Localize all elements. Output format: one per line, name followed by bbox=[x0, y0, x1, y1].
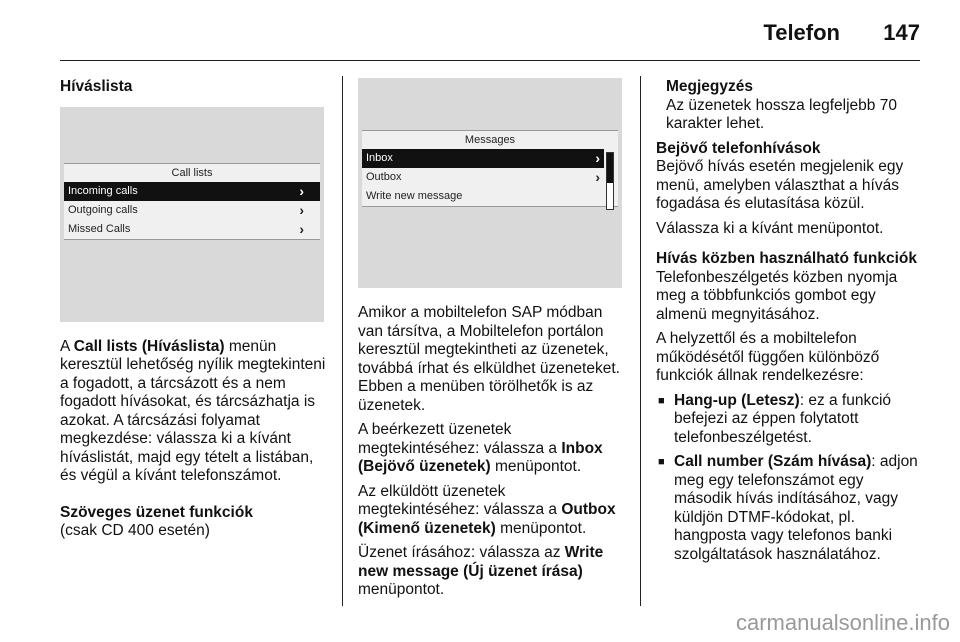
note-heading: Megjegyzés bbox=[666, 78, 754, 95]
bold-term: Write new message (Új üzenet írása) bbox=[358, 544, 604, 580]
list-item bbox=[656, 453, 918, 564]
screen-scrollbar bbox=[606, 152, 614, 210]
page-title: Telefon bbox=[763, 20, 840, 45]
screen-menu-item-label: Incoming calls bbox=[68, 184, 138, 197]
text: : adjon meg egy telefonszámot egy második hívás indításához, vagy küldjön DTMF-kódokat, pl. hangposta vagy telefonos banki szolgáltatások használatához. bbox=[674, 453, 918, 563]
screen-menu-item bbox=[362, 187, 604, 206]
page-number: 147 bbox=[883, 20, 920, 45]
text: Üzenet írásához: válassza az bbox=[358, 544, 565, 561]
list-item bbox=[656, 392, 918, 448]
function-list bbox=[656, 392, 918, 565]
call-lists-screen-image bbox=[60, 107, 324, 322]
paragraph: A helyzettől és a mobiltelefon működésétől függően különböző funkciók állnak rendelkezésre: bbox=[656, 330, 880, 384]
paragraph: Bejövő hívás esetén megjelenik egy menü, amelyben választhat a hívás fogadása és elutasítása közül. bbox=[656, 158, 904, 212]
screen-menu-item bbox=[362, 149, 604, 168]
chevron-right-icon: › bbox=[299, 182, 304, 199]
screen-menu-item bbox=[64, 220, 320, 239]
paragraph: Válassza ki a kívánt menüpontot. bbox=[656, 219, 884, 237]
text: menüpontot. bbox=[495, 519, 587, 537]
header-rule bbox=[60, 60, 920, 61]
scrollbar-thumb bbox=[607, 153, 613, 183]
bold-term: Outbox (Kimenő üzenetek) bbox=[358, 501, 616, 537]
paragraph bbox=[60, 338, 328, 486]
bold-term: Call lists (Híváslista) bbox=[73, 337, 225, 355]
bold-term: Inbox (Bejövő üzenetek) bbox=[358, 439, 603, 475]
note-text: Az üzenetek hossza legfeljebb 70 karakter lehet. bbox=[666, 96, 897, 132]
screen-menu-item bbox=[64, 201, 320, 220]
note-box bbox=[656, 78, 918, 134]
page-header bbox=[0, 0, 960, 60]
text: menüpontot. bbox=[490, 458, 582, 475]
bold-term: Hang-up (Letesz) bbox=[674, 391, 800, 409]
screen-menu-item bbox=[362, 168, 604, 187]
screen-menu-item-label: Missed Calls bbox=[68, 222, 131, 235]
column-1 bbox=[60, 78, 328, 547]
call-lists-panel bbox=[64, 163, 320, 240]
paragraph: Telefonbeszélgetés közben nyomja meg a többfunkciós gombot egy almenü megnyitásához. bbox=[656, 268, 898, 323]
text: : ez a funkció befejezi az éppen folytatott telefonbeszélgetést. bbox=[674, 391, 892, 446]
chevron-right-icon: › bbox=[299, 220, 304, 237]
bold-term: Call number (Szám hívása) bbox=[674, 453, 872, 470]
paragraph bbox=[358, 421, 628, 477]
paragraph bbox=[358, 483, 628, 539]
column-divider-2 bbox=[640, 76, 641, 606]
text: A bbox=[60, 337, 74, 355]
section-heading-in-call-functions: Hívás közben használható funkciók bbox=[656, 250, 917, 267]
screen-menu-item-label: Outbox bbox=[366, 171, 402, 183]
paragraph bbox=[358, 544, 628, 600]
text: Az elküldött üzenetek megtekintéséhez: válassza a bbox=[358, 482, 562, 518]
chevron-right-icon: › bbox=[595, 150, 600, 166]
column-divider-1 bbox=[342, 76, 343, 606]
screen-menu-item-label: Outgoing calls bbox=[68, 203, 138, 216]
messages-panel bbox=[362, 130, 618, 207]
chevron-right-icon: › bbox=[595, 169, 600, 185]
section-heading-text-messages: Szöveges üzenet funkciók bbox=[60, 503, 253, 521]
messages-screen-image bbox=[358, 78, 622, 288]
chevron-right-icon: › bbox=[299, 201, 304, 218]
screen-menu-item bbox=[64, 182, 320, 201]
text: menüpontot. bbox=[358, 581, 445, 598]
screen-menu-item-label: Inbox bbox=[366, 152, 393, 164]
screen-title: Call lists bbox=[171, 166, 213, 179]
section-heading-call-list: Híváslista bbox=[60, 78, 133, 95]
column-2 bbox=[358, 78, 628, 606]
screen-title: Messages bbox=[464, 134, 516, 146]
paragraph: (csak CD 400 esetén) bbox=[60, 522, 210, 539]
column-3 bbox=[656, 78, 918, 570]
paragraph: Amikor a mobiltelefon SAP módban van társítva, a Mobiltelefon portálon keresztül megtekintheti az üzenetek, továbbá írhat és elküldhet üzeneteket. Ebben a menüben törölhetők is az üzenetek. bbox=[358, 304, 620, 414]
text: menün keresztül lehetőség nyílik megtekinteni a fogadott, a tárcsázott és a nem fogadott hívásokat, és tárcsázhatja is azokat. A tárcsázási folyamat megkezdése: válassza ki a kívánt híváslistát, majd egy tételt a listában, és végül a kívánt telefonszámot. bbox=[60, 337, 326, 484]
section-heading-incoming-calls: Bejövő telefonhívások bbox=[656, 139, 821, 157]
screen-menu-item-label: Write new message bbox=[366, 190, 463, 202]
text: A beérkezett üzenetek megtekintéséhez: válassza a bbox=[358, 421, 562, 457]
watermark: carmanualsonline.info bbox=[735, 610, 950, 635]
